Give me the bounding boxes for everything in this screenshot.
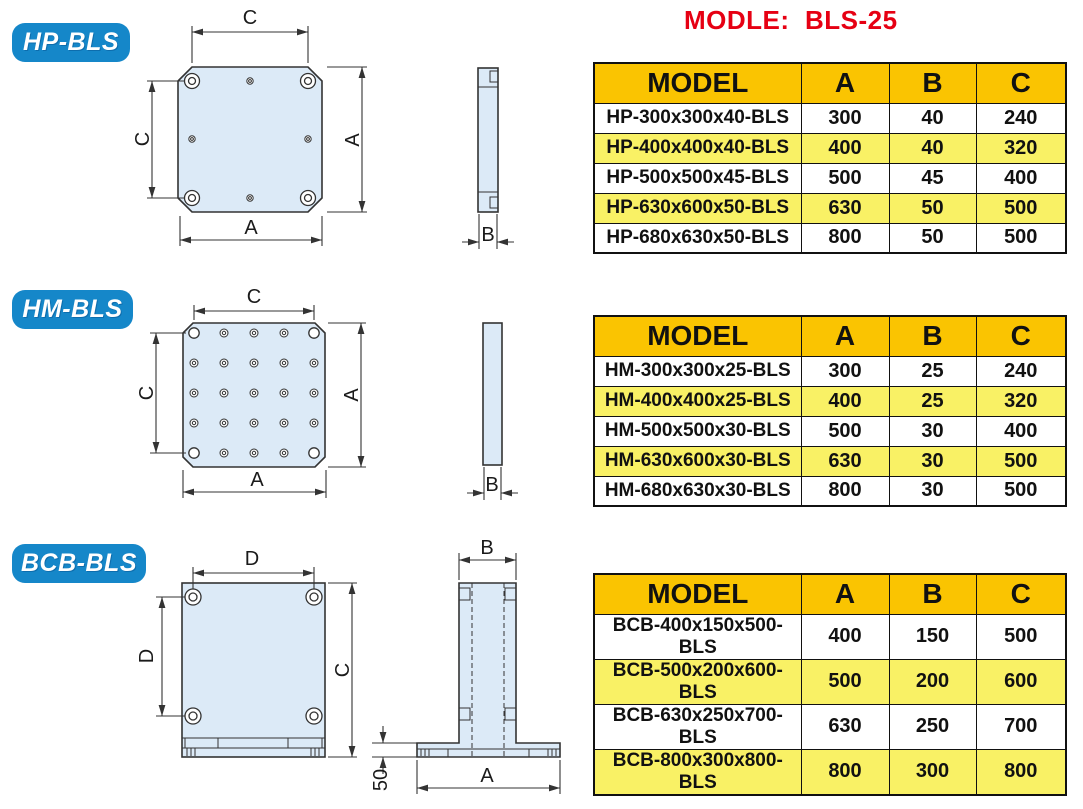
dim-label: A (244, 217, 258, 239)
col-header-a: A (801, 316, 889, 356)
hp-dim-bottom (180, 216, 322, 246)
col-header-b: B (889, 574, 976, 614)
table-row (594, 749, 1066, 795)
hm-bls-drawing (0, 280, 590, 530)
value-cell: 50 (889, 193, 976, 223)
dim-label: B (480, 540, 494, 559)
value-cell: 800 (801, 749, 889, 795)
value-cell: 30 (889, 446, 976, 476)
table-row (594, 133, 1066, 163)
col-header-c: C (976, 316, 1066, 356)
value-cell: 150 (889, 614, 976, 659)
col-header-model: MODEL (594, 316, 801, 356)
value-cell: 30 (889, 416, 976, 446)
value-cell: 45 (889, 163, 976, 193)
col-header-c: C (976, 63, 1066, 103)
hp-bls-drawing (0, 0, 590, 270)
model-cell: BCB-500x200x600-BLS (594, 659, 801, 704)
col-header-b: B (889, 316, 976, 356)
model-cell: HP-680x630x50-BLS (594, 223, 801, 253)
bcb-bls-drawing (0, 540, 590, 809)
value-cell: 500 (801, 659, 889, 704)
dim-label: C (132, 131, 154, 147)
hm-spec-table (593, 315, 1067, 507)
col-header-model: MODEL (594, 574, 801, 614)
badge-hm-bls: HM-BLS (12, 290, 133, 329)
model-cell: HM-300x300x25-BLS (594, 356, 801, 386)
bcb-plate (182, 583, 325, 757)
model-title: MODLE: BLS-25 (684, 5, 898, 35)
value-cell: 630 (801, 446, 889, 476)
dim-label: D (136, 648, 158, 664)
table-row (594, 103, 1066, 133)
value-cell: 40 (889, 133, 976, 163)
hp-side-view (478, 68, 498, 212)
value-cell: 500 (801, 416, 889, 446)
model-cell: HM-400x400x25-BLS (594, 386, 801, 416)
model-cell: HP-400x400x40-BLS (594, 133, 801, 163)
hp-spec-table (593, 62, 1067, 254)
value-cell: 300 (801, 356, 889, 386)
hp-dim-right (327, 67, 367, 212)
value-cell: 500 (976, 193, 1066, 223)
bcb-dim-left (136, 597, 185, 716)
hp-front-view (178, 67, 322, 212)
table-header-row (594, 63, 1066, 103)
bcb-dim-side-top (459, 540, 516, 580)
hp-side-plate (478, 68, 498, 212)
value-cell: 500 (976, 223, 1066, 253)
value-cell: 800 (801, 223, 889, 253)
value-cell: 25 (889, 356, 976, 386)
hm-dim-right (328, 323, 366, 467)
value-cell: 30 (889, 476, 976, 506)
value-cell: 400 (976, 163, 1066, 193)
model-cell: HP-500x500x45-BLS (594, 163, 801, 193)
bcb-dim-side-bottom (417, 760, 560, 794)
dim-label: C (332, 662, 354, 678)
bcb-side-view (417, 583, 560, 757)
model-cell: BCB-630x250x700-BLS (594, 704, 801, 749)
badge-bcb-bls: BCB-BLS (12, 544, 146, 583)
dim-label: C (246, 286, 262, 308)
badge-hp-bls: HP-BLS (12, 23, 130, 62)
model-cell: HM-500x500x30-BLS (594, 416, 801, 446)
hm-front-view (183, 323, 325, 467)
table-row (594, 614, 1066, 659)
bcb-dim-right (328, 583, 357, 757)
dim-label: B (481, 224, 495, 246)
value-cell: 600 (976, 659, 1066, 704)
table-header-row (594, 316, 1066, 356)
dim-label: A (341, 388, 363, 402)
model-cell: HM-680x630x30-BLS (594, 476, 801, 506)
table-header-row (594, 574, 1066, 614)
value-cell: 400 (801, 133, 889, 163)
table-row (594, 476, 1066, 506)
value-cell: 800 (801, 476, 889, 506)
dim-label: A (480, 765, 494, 787)
value-cell: 300 (889, 749, 976, 795)
value-cell: 50 (889, 223, 976, 253)
dim-label: A (250, 469, 264, 491)
value-cell: 700 (976, 704, 1066, 749)
value-cell: 400 (976, 416, 1066, 446)
value-cell: 400 (801, 386, 889, 416)
dim-label: B (485, 474, 499, 496)
col-header-model: MODEL (594, 63, 801, 103)
table-row (594, 704, 1066, 749)
value-cell: 250 (889, 704, 976, 749)
dim-label: D (244, 548, 260, 570)
model-cell: BCB-400x150x500-BLS (594, 614, 801, 659)
table-row (594, 659, 1066, 704)
hp-plate (178, 67, 322, 212)
value-cell: 300 (801, 103, 889, 133)
value-cell: 200 (889, 659, 976, 704)
dim-label: C (242, 7, 258, 29)
col-header-a: A (801, 574, 889, 614)
bcb-dim-base-height (370, 726, 417, 791)
table-row (594, 416, 1066, 446)
value-cell: 800 (976, 749, 1066, 795)
bcb-spec-table (593, 573, 1067, 796)
table-row (594, 386, 1066, 416)
col-header-c: C (976, 574, 1066, 614)
value-cell: 500 (976, 476, 1066, 506)
table-row (594, 193, 1066, 223)
table-row (594, 223, 1066, 253)
table-row (594, 446, 1066, 476)
bcb-side-bracket (417, 583, 560, 757)
hm-dim-top (194, 286, 314, 320)
hm-side-plate (483, 323, 502, 465)
col-header-a: A (801, 63, 889, 103)
table-row (594, 163, 1066, 193)
model-cell: BCB-800x300x800-BLS (594, 749, 801, 795)
value-cell: 500 (976, 446, 1066, 476)
dim-label: 50 (370, 768, 392, 792)
value-cell: 630 (801, 704, 889, 749)
col-header-b: B (889, 63, 976, 103)
value-cell: 400 (801, 614, 889, 659)
hp-dim-left (132, 81, 184, 198)
bcb-front-view (182, 583, 325, 757)
hm-side-view (483, 323, 502, 465)
dim-label: C (136, 385, 158, 401)
hm-dim-side (467, 467, 518, 500)
dim-label: A (342, 133, 364, 147)
hm-dim-bottom (183, 469, 326, 498)
value-cell: 240 (976, 103, 1066, 133)
value-cell: 25 (889, 386, 976, 416)
table-row (594, 356, 1066, 386)
value-cell: 40 (889, 103, 976, 133)
value-cell: 500 (801, 163, 889, 193)
value-cell: 630 (801, 193, 889, 223)
hp-dim-side (462, 214, 514, 249)
hp-dim-top (192, 7, 308, 63)
model-cell: HP-300x300x40-BLS (594, 103, 801, 133)
value-cell: 240 (976, 356, 1066, 386)
value-cell: 320 (976, 133, 1066, 163)
model-cell: HM-630x600x30-BLS (594, 446, 801, 476)
value-cell: 500 (976, 614, 1066, 659)
model-cell: HP-630x600x50-BLS (594, 193, 801, 223)
value-cell: 320 (976, 386, 1066, 416)
hm-dim-left (136, 333, 186, 453)
